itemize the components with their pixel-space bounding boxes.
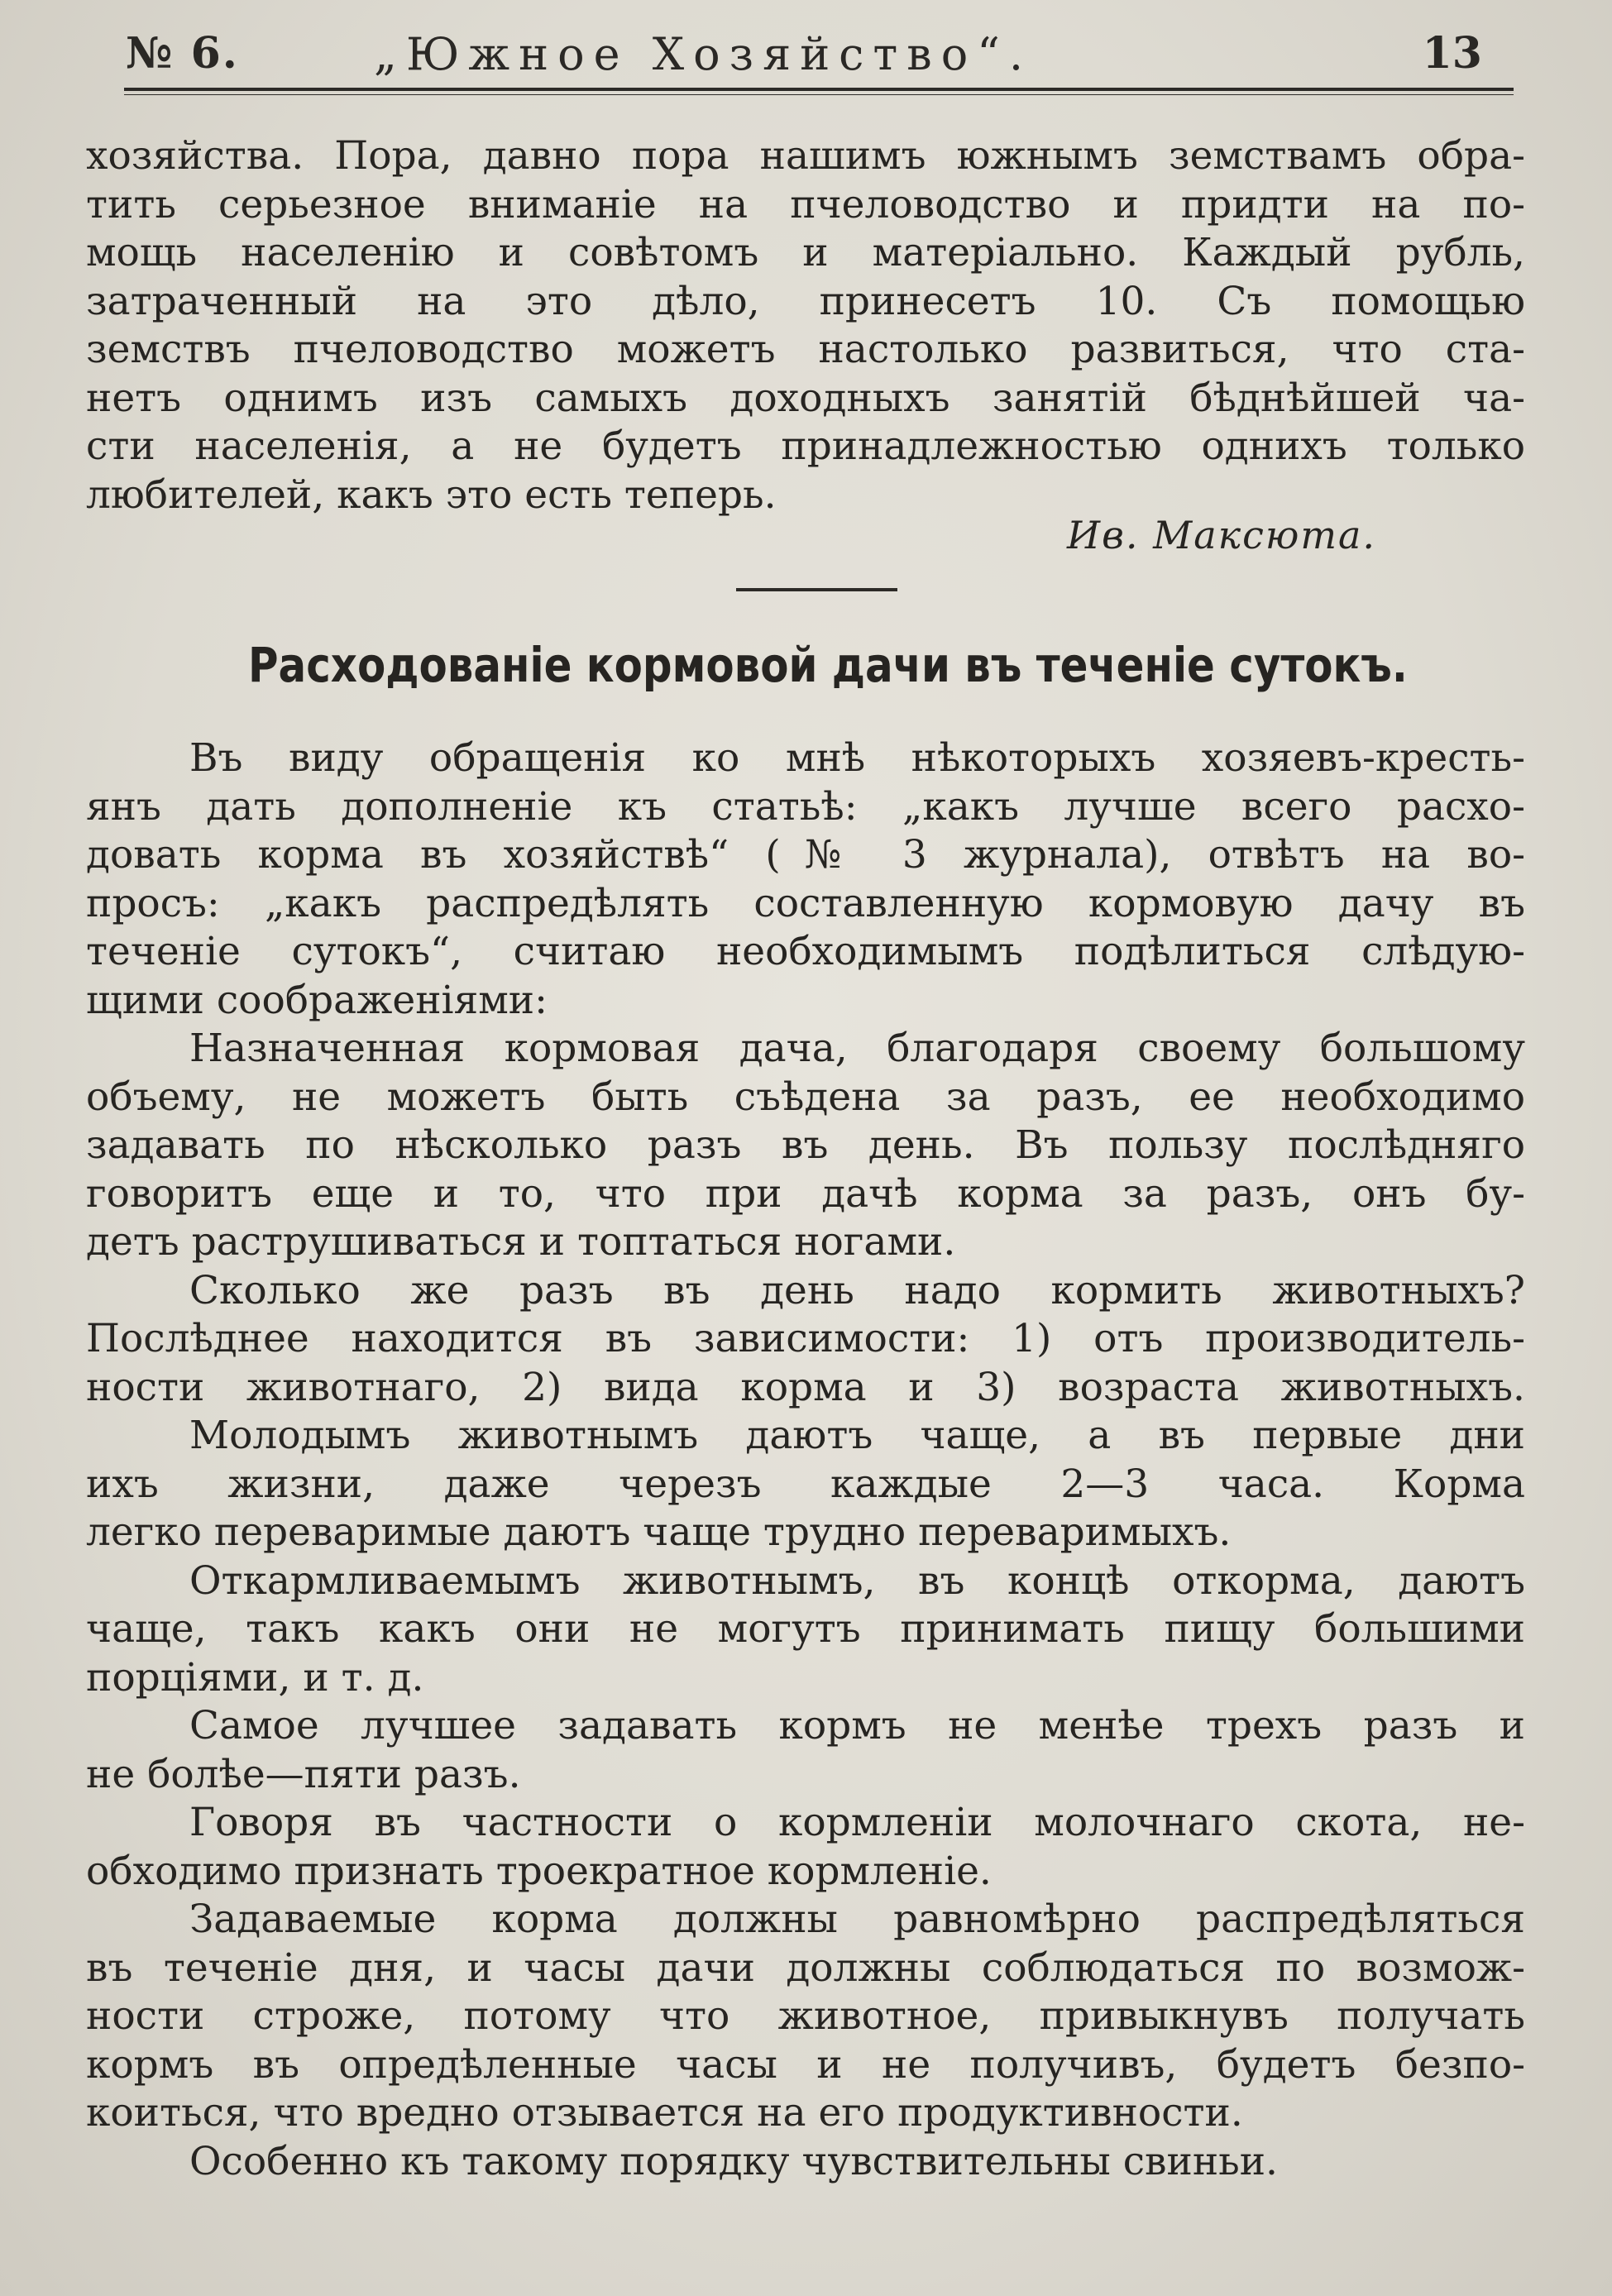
text-line: коиться, что вредно отзывается на его продуктивности. bbox=[86, 2090, 1243, 2136]
text-line: тить серьезное вниманіе на пчеловодство и придти на по- bbox=[86, 181, 1525, 227]
text-line: не болѣе—пяти разъ. bbox=[86, 1751, 521, 1797]
text-line: Въ виду обращенія ко мнѣ нѣкоторыхъ хозяевъ-кресть- bbox=[189, 735, 1525, 781]
text-line: Послѣднее находится въ зависимости: 1) отъ производитель- bbox=[86, 1316, 1525, 1361]
text-line: нетъ однимъ изъ самыхъ доходныхъ занятій бѣднѣйшей ча- bbox=[86, 375, 1525, 421]
text-line: Говоря въ частности о кормленіи молочнаго скота, не- bbox=[189, 1800, 1525, 1845]
text-line: Молодымъ животнымъ даютъ чаще, а въ первые дни bbox=[189, 1413, 1525, 1458]
text-line: говоритъ еще и то, что при дачѣ корма за разъ, онъ бу- bbox=[86, 1170, 1525, 1217]
page-number: 13 bbox=[1422, 28, 1482, 79]
text-line: детъ раструшиваться и топтаться ногами. bbox=[86, 1219, 956, 1265]
text-line: легко переваримые даютъ чаще трудно переваримыхъ. bbox=[86, 1509, 1232, 1555]
text-line: сти населенія, а не будетъ принадлежностью однихъ только bbox=[86, 423, 1525, 469]
text-line: въ теченіе дня, и часы дачи должны соблюдаться по возмож- bbox=[86, 1944, 1525, 1991]
running-header bbox=[126, 28, 1515, 86]
text-line: просъ: „какъ распредѣлять составленную кормовую дачу въ bbox=[86, 880, 1525, 926]
text-line: Откармливаемымъ животнымъ, въ концѣ откорма, даютъ bbox=[189, 1557, 1525, 1604]
text-line: довать корма въ хозяйствѣ“ (№ 3 журнала), отвѣтъ на во- bbox=[86, 832, 1525, 878]
header-rule-thin bbox=[124, 94, 1514, 95]
text-line: Сколько же разъ въ день надо кормить животныхъ? bbox=[189, 1267, 1525, 1313]
text-line: янъ дать дополненіе къ статьѣ: „какъ лучше всего расхо- bbox=[86, 783, 1525, 830]
text-line: чаще, такъ какъ они не могутъ принимать пищу большими bbox=[86, 1606, 1525, 1652]
journal-title: „Южное Хозяйство“. bbox=[374, 28, 1032, 80]
text-line: земствъ пчеловодство можетъ настолько развиться, что ста- bbox=[86, 327, 1525, 372]
section-divider bbox=[736, 588, 897, 591]
text-line: порціями, и т. д. bbox=[86, 1654, 424, 1700]
text-line: Назначенная кормовая дача, благодаря своему большому bbox=[189, 1026, 1525, 1071]
text-line: объему, не можетъ быть съѣдена за разъ, ее необходимо bbox=[86, 1074, 1525, 1120]
text-line: кормъ въ опредѣленные часы и не получивъ, будетъ безпо- bbox=[86, 2041, 1525, 2088]
text-line: обходимо признать троекратное кормленіе. bbox=[86, 1848, 992, 1894]
text-line: мощь населенію и совѣтомъ и матеріально. Каждый рубль, bbox=[86, 230, 1525, 275]
text-line: Особенно къ такому порядку чувствительны свиньи. bbox=[189, 2138, 1278, 2184]
text-line: щими соображеніями: bbox=[86, 977, 548, 1023]
header-rule bbox=[124, 88, 1514, 91]
author-signature: Ив. Максюта. bbox=[1067, 513, 1377, 557]
intro-paragraph bbox=[86, 132, 1525, 519]
text-line: Самое лучшее задавать кормъ не менѣе трехъ разъ и bbox=[189, 1703, 1525, 1748]
text-line: задавать по нѣсколько разъ въ день. Въ пользу послѣдняго bbox=[86, 1122, 1525, 1168]
text-line: затраченный на это дѣло, принесетъ 10. Съ помощью bbox=[86, 278, 1525, 324]
article-body bbox=[86, 734, 1525, 2186]
text-line: ности строже, потому что животное, привыкнувъ получать bbox=[86, 1993, 1525, 2039]
issue-number: № 6. bbox=[126, 28, 239, 79]
text-line: Задаваемые корма должны равномѣрно распредѣляться bbox=[189, 1897, 1525, 1942]
text-line: ности животнаго, 2) вида корма и 3) возраста животныхъ. bbox=[86, 1364, 1525, 1410]
text-line: любителей, какъ это есть теперь. bbox=[86, 471, 777, 518]
text-line: теченіе сутокъ“, считаю необходимымъ подѣлиться слѣдую- bbox=[86, 929, 1525, 974]
text-line: хозяйства. Пора, давно пора нашимъ южнымъ земствамъ обра- bbox=[86, 133, 1525, 179]
article-title: Расходованіе кормовой дачи въ теченіе сутокъ. bbox=[248, 637, 1408, 693]
text-line: ихъ жизни, даже черезъ каждые 2—3 часа. Корма bbox=[86, 1461, 1525, 1507]
